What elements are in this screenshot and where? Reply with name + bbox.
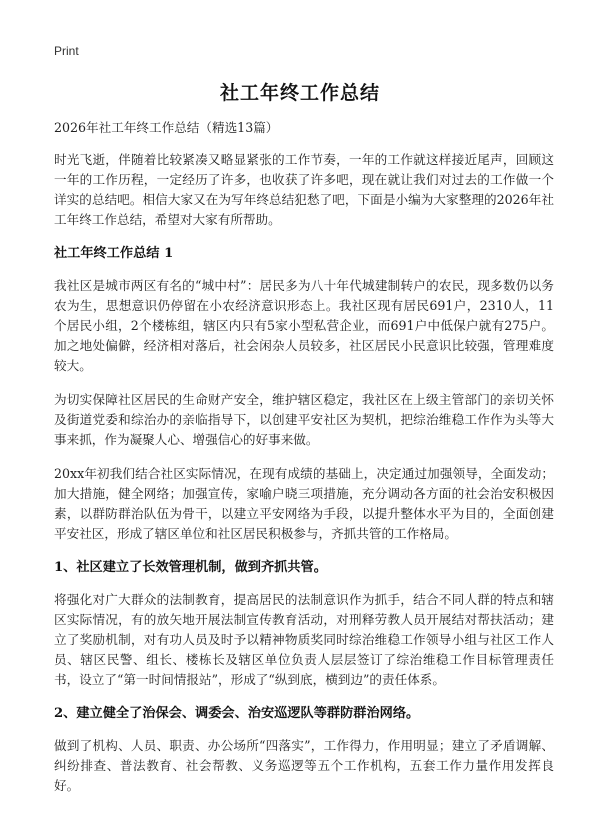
- page-title: 社工年终工作总结: [219, 82, 380, 104]
- print-link[interactable]: Print: [54, 44, 79, 58]
- paragraph: 我社区是城市两区有名的“城中村”：居民多为八十年代城建制转户的农民，现多数仍以务农为生，思想意识仍停留在小农经济意识形态上。我社区现有居民691户，2310人，11个居民小组，2个楼栋组，辖区内只有5家小型私营企业，而691户中低保户就有275户。加之地处偏僻，经济相对落后，社会闲杂人员较多，社区居民小民意识比较强，管理难度较大。: [54, 278, 554, 373]
- intro-paragraph: 时光飞逝，伴随着比较紧凑又略显紧张的工作节奏，一年的工作就这样接近尾声，回顾这一年的工作历程，一定经历了许多，也收获了许多吧，现在就让我们对过去的工作做一个详实的总结吧。相信大家又在为写年终总结犯愁了吧，下面是小编为大家整理的2026年社工年终工作总结，希望对大家有所帮助。: [54, 152, 554, 227]
- paragraph: 将强化对广大群众的法制教育，提高居民的法制意识作为抓手，结合不同人群的特点和辖区实际情况，有的放矢地开展法制宣传教育活动，对刑释劳教人员开展结对帮扶活动；建立了奖励机制，对有功人员及时予以精神物质奖同时综治维稳工作领导小组与社区工作人员、辖区民警、组长、楼栋长及辖区单位负责人层层签订了综治维稳工作目标管理责任书，设立了“第一时间情报站”，形成了“纵到底，横到边”的责任体系。: [54, 592, 554, 687]
- paragraph: 做到了机构、人员、职责、办公场所“四落实”，工作得力，作用明显；建立了矛盾调解、纠纷排查、普法教育、社会帮教、义务巡逻等五个工作机构，五套工作力量作用发挥良好。: [54, 738, 554, 793]
- article-body: [54, 118, 554, 810]
- paragraph: 为切实保障社区居民的生命财产安全，维护辖区稳定，我社区在上级主管部门的亲切关怀及街道党委和综治办的亲临指导下，以创建平安社区为契机，把综治维稳工作作为头等大事来抓，作为凝聚人心、增强信心的好事来做。: [54, 392, 554, 447]
- subsection-heading: 2、建立健全了治保会、调委会、治安巡逻队等群防群治网络。: [54, 706, 420, 721]
- document-subtitle: 2026年社工年终工作总结（精选13篇）: [54, 120, 279, 135]
- section-heading: 社工年终工作总结 1: [54, 246, 174, 261]
- paragraph: 20xx年初我们结合社区实际情况，在现有成绩的基础上，决定通过加强领导，全面发动；加大措施，健全网络；加强宣传，家喻户晓三项措施，充分调动各方面的社会治安积极因素，以群防群治队伍为骨干，以建立平安网络为手段，以提升整体水平为目的，全面创建平安社区，形成了辖区单位和社区居民积极参与，齐抓共管的工作格局。: [54, 466, 554, 541]
- subsection-heading: 1、社区建立了长效管理机制，做到齐抓共管。: [54, 560, 327, 575]
